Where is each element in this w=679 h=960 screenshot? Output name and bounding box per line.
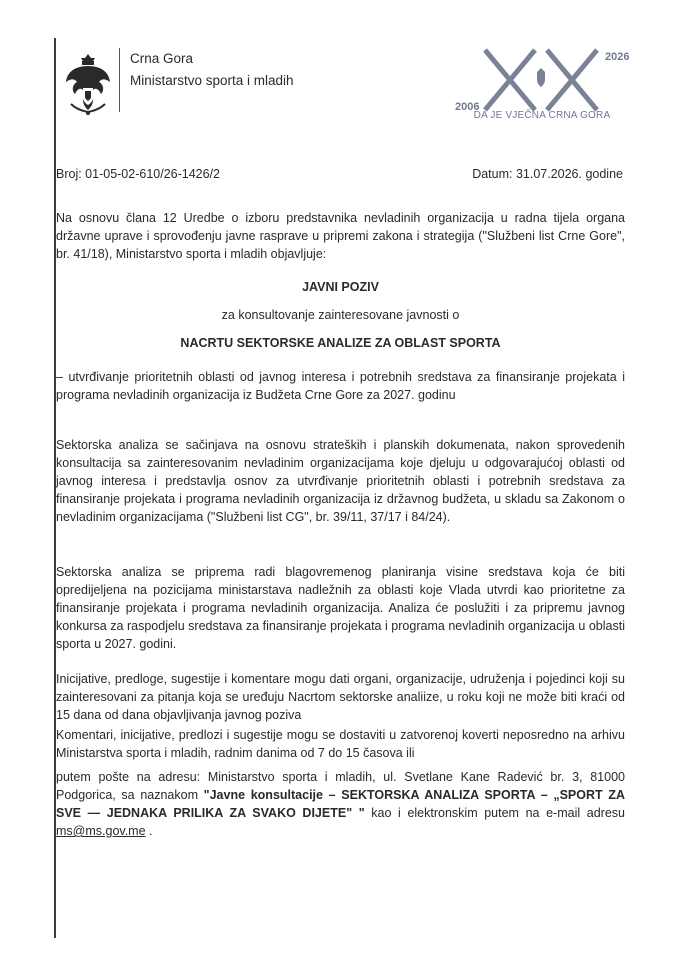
- country-name: Crna Gora: [130, 51, 194, 66]
- submission-line-1: Komentari, inicijative, predlozi i sugestije mogu se dostaviti u zatvorenoj koverti neposredno na arhivu Ministarstva sporta i mladih, radnim danima od 7 do 15 časova ili: [56, 728, 625, 760]
- header-divider: [119, 48, 120, 112]
- submission-mark: "Javne konsultacije – SEKTORSKA ANALIZA SPORTA – „SPORT ZA SVE — JEDNAKA PRILIKA ZA SVAKO DIJETE" ": [56, 788, 625, 820]
- email-link[interactable]: ms@ms.gov.me: [56, 824, 146, 838]
- submission-address: [56, 768, 625, 840]
- ministry-name: Ministarstvo sporta i mladih: [130, 73, 294, 88]
- logo-year-end: 2026: [605, 51, 630, 63]
- coat-of-arms-icon: [63, 52, 113, 116]
- logo-year-start: 2006: [455, 101, 480, 113]
- document-date: Datum: 31.07.2026. godine: [472, 167, 623, 181]
- intro-paragraph: Na osnovu člana 12 Uredbe o izboru predstavnika nevladinih organizacija u radna tijela organa državne uprave i sprovođenju javne rasprave u pripremi zakona i strategija ("Službeni list Crne Gore", br. 41/18), Ministarstvo sporta i mladih objavljuje:: [56, 211, 625, 261]
- address-text-continued: kao i elektronskim putem na e-mail adresu: [364, 806, 625, 820]
- title-subject: NACRTU SEKTORSKE ANALIZE ZA OBLAST SPORTA: [180, 336, 501, 350]
- logo-tagline: DA JE VJEČNA CRNA GORA: [473, 110, 611, 121]
- title-subheading: za konsultovanje zainteresovane javnosti o: [221, 308, 460, 322]
- paragraph-sectoral-analysis: Sektorska analiza se sačinjava na osnovu strateških i planskih dokumenata, nakon sprovedenih konsultacija sa zainteresovanim nevladinim organizacijama koje djeluju u odgovarajućoj oblasti od javnog interesa i predstavlja osnov za utvrđivanje prioritetnih oblasti i potrebnih sredstava za finansiranje projekata i programa nevladinih organizacija iz državnog budžeta, u skladu sa Zakonom o nevladinim organizacijama ("Službeni list CG", br. 39/11, 37/17 i 84/24).: [56, 438, 625, 524]
- document-number: Broj: 01-05-02-610/26-1426/2: [56, 167, 221, 181]
- title-heading: JAVNI POZIV: [302, 280, 379, 294]
- scope-paragraph: – utvrđivanje prioritetnih oblasti od javnog interesa i potrebnih sredstava za finansiranje projekata i programa nevladinih organizacija iz Budžeta Crne Gore za 2027. godinu: [56, 370, 625, 402]
- address-end: .: [145, 824, 153, 838]
- xx-anniversary-logo: [455, 44, 630, 114]
- paragraph-who-can-comment: Inicijative, predloge, sugestije i komentare mogu dati organi, organizacije, udruženja i pojedinci koji su zainteresovani za pitanja koja se uređuju Nacrtom sektorske analiize, u roku koji ne može biti kraći od 15 dana od dana objavljivanja javnog poziva: [56, 672, 625, 722]
- paragraph-submission: [56, 726, 625, 840]
- address-text: putem pošte na adresu: Ministarstvo sporta i mladih, ul. Svetlane Kane Radević br. 3, 81000 Podgorica, sa naznakom: [56, 770, 625, 802]
- paragraph-planning: Sektorska analiza se priprema radi blagovremenog planiranja visine sredstava koja će biti opredijeljena na pozicijama ministarstava nadležnih za oblasti koje Vlada utvrdi kao prioritetne za finansiranje projekata i programa nevladinih organizacija. Analiza će poslužiti i za pripremu javnog konkursa za raspodjelu sredstava za finansiranje projekata i programa nevladinih organizacija u oblasti sporta u 2027. godini.: [56, 565, 625, 651]
